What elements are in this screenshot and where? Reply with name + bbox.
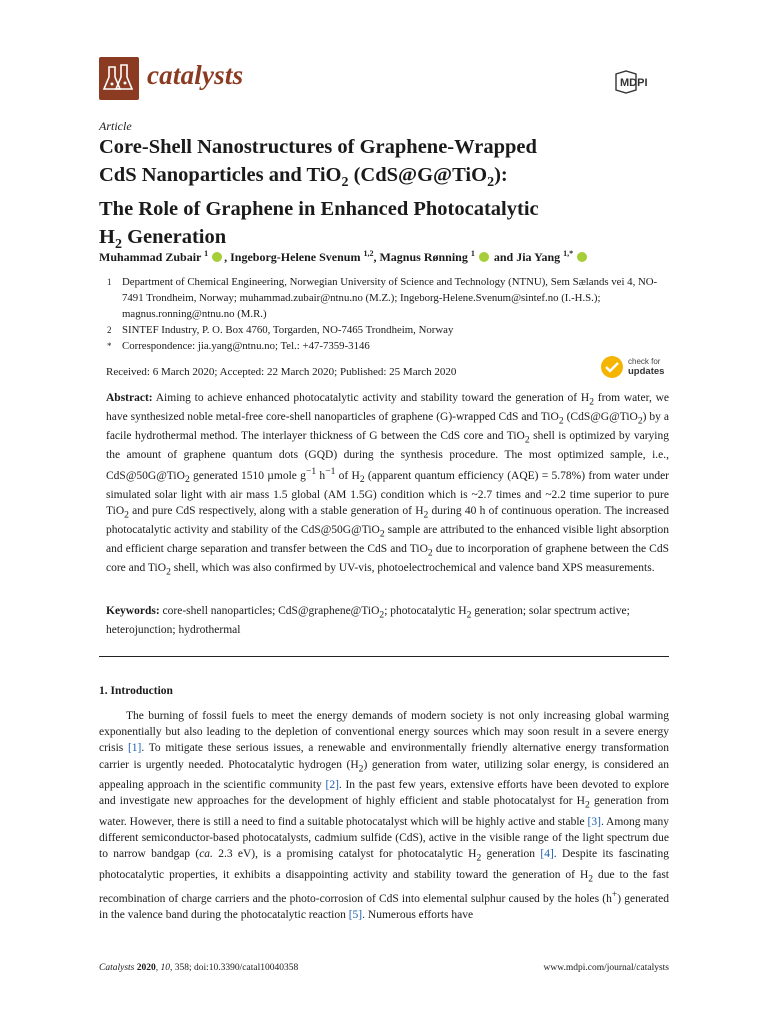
- citation-link[interactable]: [5]: [348, 909, 363, 922]
- citation-link[interactable]: [4]: [540, 848, 554, 861]
- journal-logo-icon: [99, 57, 139, 100]
- footer-journal-url[interactable]: www.mdpi.com/journal/catalysts: [543, 963, 669, 973]
- affiliation-item: * Correspondence: jia.yang@ntnu.no; Tel.: +47-7359-3146: [107, 340, 370, 352]
- citation-link[interactable]: [3]: [587, 815, 601, 828]
- citation-link[interactable]: [2]: [325, 779, 339, 792]
- article-title: Core-Shell Nanostructures of Graphene-Wrapped CdS Nanoparticles and TiO$_2$ (CdS@G@TiO$_2$): The Role of Graphene in Enhanced Photocatalytic $H_2$ Generation: [99, 136, 539, 252]
- abstract: Abstract: Aiming to achieve enhanced photocatalytic activity and stability toward the generation of $H_2$ from water, we have synthesized noble metal-free core-shell nanoparticles of graphene (G)-wrapped CdS and TiO$_2$ (CdS@G@TiO$_2$) by a facile hydrothermal method. The interlayer thickness of G between the CdS core and TiO$_2$ shell is optimized by varying the amount of graphene quantum dots (GQD) during the synthesis procedure. The most optimized sample, i.e., CdS@50G@TiO$_2$ generated 1510 µmole $g^{-1}$ $h^{-1}$ of $H_2$ (apparent quantum efficiency (AQE) = 5.78%) from water under simulated solar light with air mass 1.5 global (AM 1.5G) condition which is ~2.7 times and ~2.2 time superior to pure TiO$_2$ and pure CdS respectively, along with a stable generation of $H_2$ during 40 h of continuous operation. The increased photocatalytic activity and stability of the CdS@50G@TiO$_2$ sample are attributed to the enhanced visible light absorption and efficient charge separation and transfer between the CdS and TiO$_2$ due to incorporation of graphene between the CdS core and TiO$_2$ shell, which was also confirmed by UV-vis, photoelectrochemical and valence band XPS measurements.: [106, 392, 670, 578]
- orcid-icon[interactable]: [577, 252, 587, 262]
- author-name[interactable]: Ingeborg-Helene Svenum: [230, 250, 361, 264]
- check-for-updates-button[interactable]: check for updates: [600, 353, 670, 383]
- author-name[interactable]: Magnus Rønning: [379, 250, 468, 264]
- check-updates-icon: [600, 355, 624, 379]
- article-type: Article: [99, 119, 132, 133]
- section-divider: [99, 656, 669, 657]
- keywords: Keywords: core-shell nanoparticles; CdS@graphene@TiO$_2$; photocatalytic $H_2$ generation; solar spectrum active; heterojunction; hydrothermal: [106, 605, 630, 637]
- affiliations: [99, 274, 669, 354]
- citation-link[interactable]: [1]: [127, 742, 142, 755]
- affiliation-item: 1 Department of Chemical Engineering, Norwegian University of Science and Technology (NTNU), Sem Sælands vei 4, NO-7491 Trondheim, Norway; muhammad.zubair@ntnu.no (M.Z.); Ingeborg-Helene.Svenum@sintef.no (I.-H.S.); magnus.ronning@ntnu.no (M.R.): [107, 276, 658, 320]
- orcid-icon[interactable]: [479, 252, 489, 262]
- introduction-paragraph: The burning of fossil fuels to meet the energy demands of modern society is not only increasing global warming exponentially but also leading to the depletion of conventional energy sources which may soon result in a severe energy crisis [1]. To mitigate these serious issues, a renewable and environmentally friendly alternative energy transformation carrier is urgently needed. Photocatalytic hydrogen $(H_2)$ generation from water, utilizing solar energy, is considered an appealing approach in the scientific community [2]. In the past few years, extensive efforts have been devoted to explore and investigate new approaches for the development of highly efficient and stable photocatalyst for $H_2$ generation from water. However, there is still a need to find a suitable photocatalyst which will be highly active and stable [3]. Among many different semiconductor-based photocatalysts, cadmium sulfide (CdS), active in the visible range of the light spectrum due to narrow bandgap (ca. 2.3 eV), is a promising catalyst for photocatalytic $H_2$ generation [4]. Despite its fascinating photocatalytic properties, it exhibits a disappointing activity and stability toward the generation of $H_2$ due to the fast recombination of charge carriers and the photo-corrosion of CdS into elemental sulphur caused by the holes (h+) generated in the valence band during the photocatalytic reaction [5]. Numerous efforts have: [99, 710, 670, 922]
- footer-citation: Catalysts 2020, 10, 358; doi:10.3390/catal10040358: [99, 963, 299, 973]
- author-name[interactable]: Muhammad Zubair: [99, 250, 202, 264]
- author-name[interactable]: Jia Yang: [516, 250, 561, 264]
- journal-name: catalysts: [147, 60, 244, 90]
- orcid-icon[interactable]: [212, 252, 222, 262]
- publication-dates: Received: 6 March 2020; Accepted: 22 March 2020; Published: 25 March 2020: [106, 366, 457, 378]
- publisher-name: MDPI: [620, 77, 648, 89]
- publisher-logo: [612, 70, 668, 94]
- section-heading: 1. Introduction: [99, 685, 173, 697]
- affiliation-item: 2 SINTEF Industry, P. O. Box 4760, Torgarden, NO-7465 Trondheim, Norway: [107, 324, 454, 336]
- author-list: Muhammad Zubair $^1$ , Ingeborg-Helene Svenum $^{1,2}$, Magnus Rønning $^1$ and Jia Yang $^{1,*}$: [99, 249, 589, 265]
